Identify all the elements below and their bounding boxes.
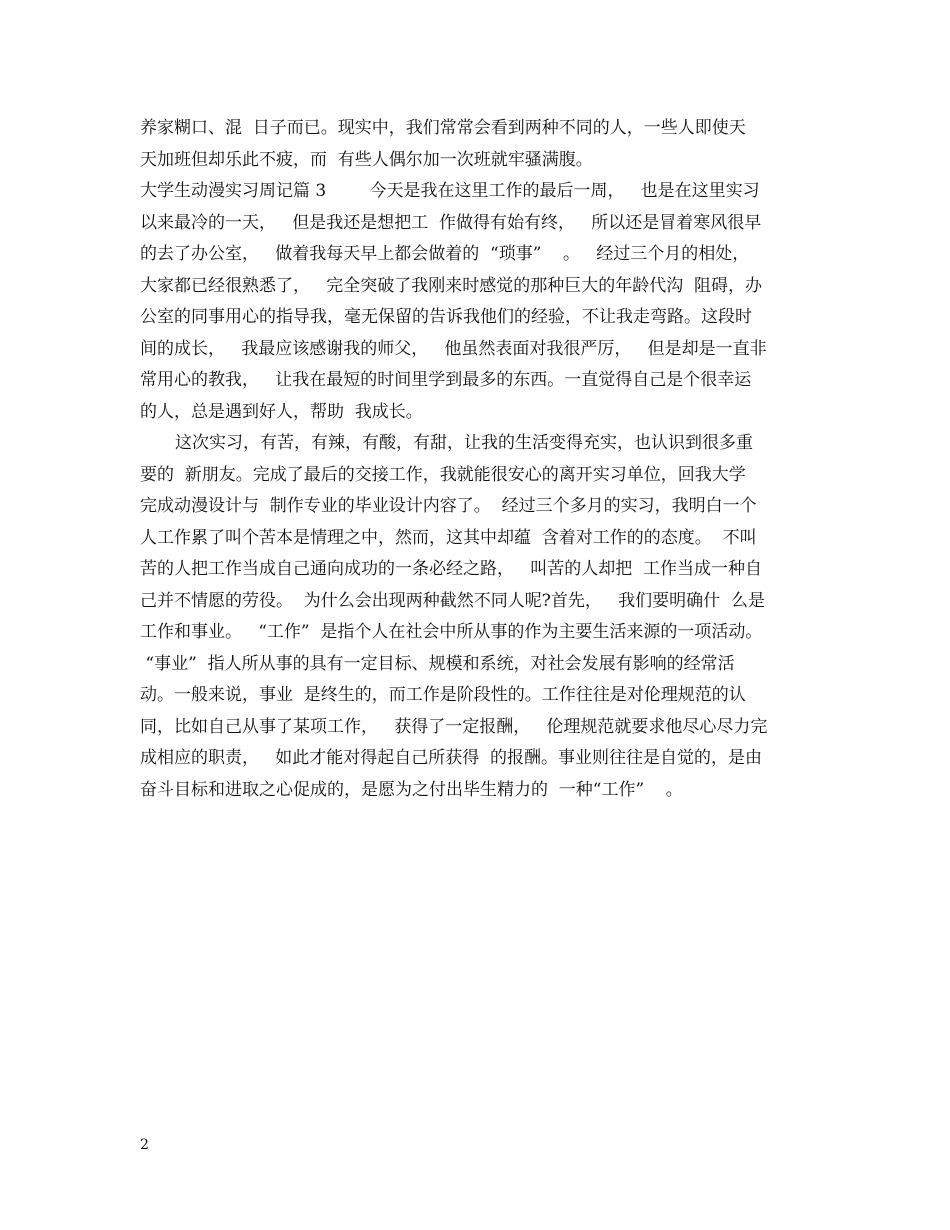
text-line: 工作和事业。 “工作” 是指个人在社会中所从事的作为主要生活来源的一项活动。: [140, 622, 763, 642]
text-line: 动。一般来说，事业 是终生的，而工作是阶段性的。工作往往是对伦理规范的认: [140, 685, 746, 705]
text-line: 同，比如自己从事了某项工作， 获得了一定报酬， 伦理规范就要求他尽心尽力完: [140, 716, 768, 737]
text-line: 大学生动漫实习周记篇 3 今天是我在这里工作的最后一周， 也是在这里实习: [140, 181, 760, 201]
text-line: 人工作累了叫个苦本是情理之中，然而，这其中却蕴 含着对工作的的态度。 不叫: [140, 527, 757, 548]
text-line: 要的 新朋友。完成了最后的交接工作，我就能很安心的离开实习单位，回我大学: [140, 464, 746, 485]
text-line: 大家都已经很熟悉了， 完全突破了我刚来时感觉的那种巨大的年龄代沟 阻碍，办: [140, 275, 763, 296]
text-line: 养家糊口、混 日子而已。现实中，我们常常会看到两种不同的人，一些人即使天: [140, 118, 746, 138]
body-text: [140, 113, 830, 806]
text-line: 天加班但却乐此不疲，而 有些人偶尔加一次班就牢骚满腹。: [140, 149, 593, 170]
text-line: 完成动漫设计与 制作专业的毕业设计内容了。 经过三个多月的实习，我明白一个: [140, 496, 757, 516]
text-line: 己并不情愿的劳役。 为什么会出现两种截然不同人呢?首先， 我们要明确什 么是: [140, 590, 765, 611]
text-line: 成相应的职责， 如此才能对得起自己所获得 的报酬。事业则往往是自觉的，是由: [140, 748, 763, 768]
text-line: 以来最冷的一天， 但是我还是想把工 作做得有始有终， 所以还是冒着寒风很早: [140, 212, 762, 233]
text-line: 奋斗目标和进取之心促成的，是愿为之付出毕生精力的 一种“工作” 。: [140, 779, 683, 800]
text-line: 常用心的教我， 让我在最短的时间里学到最多的东西。一直觉得自己是个很幸运: [140, 370, 752, 390]
text-line: 的去了办公室， 做着我每天早上都会做着的 “琐事” 。 经过三个月的相处，: [140, 244, 750, 264]
text-line: 的人，总是遇到好人，帮助 我成长。: [140, 401, 423, 422]
text-line: “事业” 指人所从事的具有一定目标、规模和系统，对社会发展有影响的经常活: [140, 653, 735, 674]
page-number: 2: [140, 1137, 149, 1153]
text-line: 间的成长， 我最应该感谢我的师父， 他虽然表面对我很严厉， 但是却是一直非: [140, 338, 767, 359]
text-line: 苦的人把工作当成自己通向成功的一条必经之路， 叫苦的人却把 工作当成一种自: [140, 559, 763, 579]
text-line: 公室的同事用心的指导我，毫无保留的告诉我他们的经验，不让我走弯路。这段时: [140, 307, 752, 327]
text-line: 这次实习，有苦，有辣，有酸，有甜，让我的生活变得充实，也认识到很多重: [175, 433, 753, 453]
